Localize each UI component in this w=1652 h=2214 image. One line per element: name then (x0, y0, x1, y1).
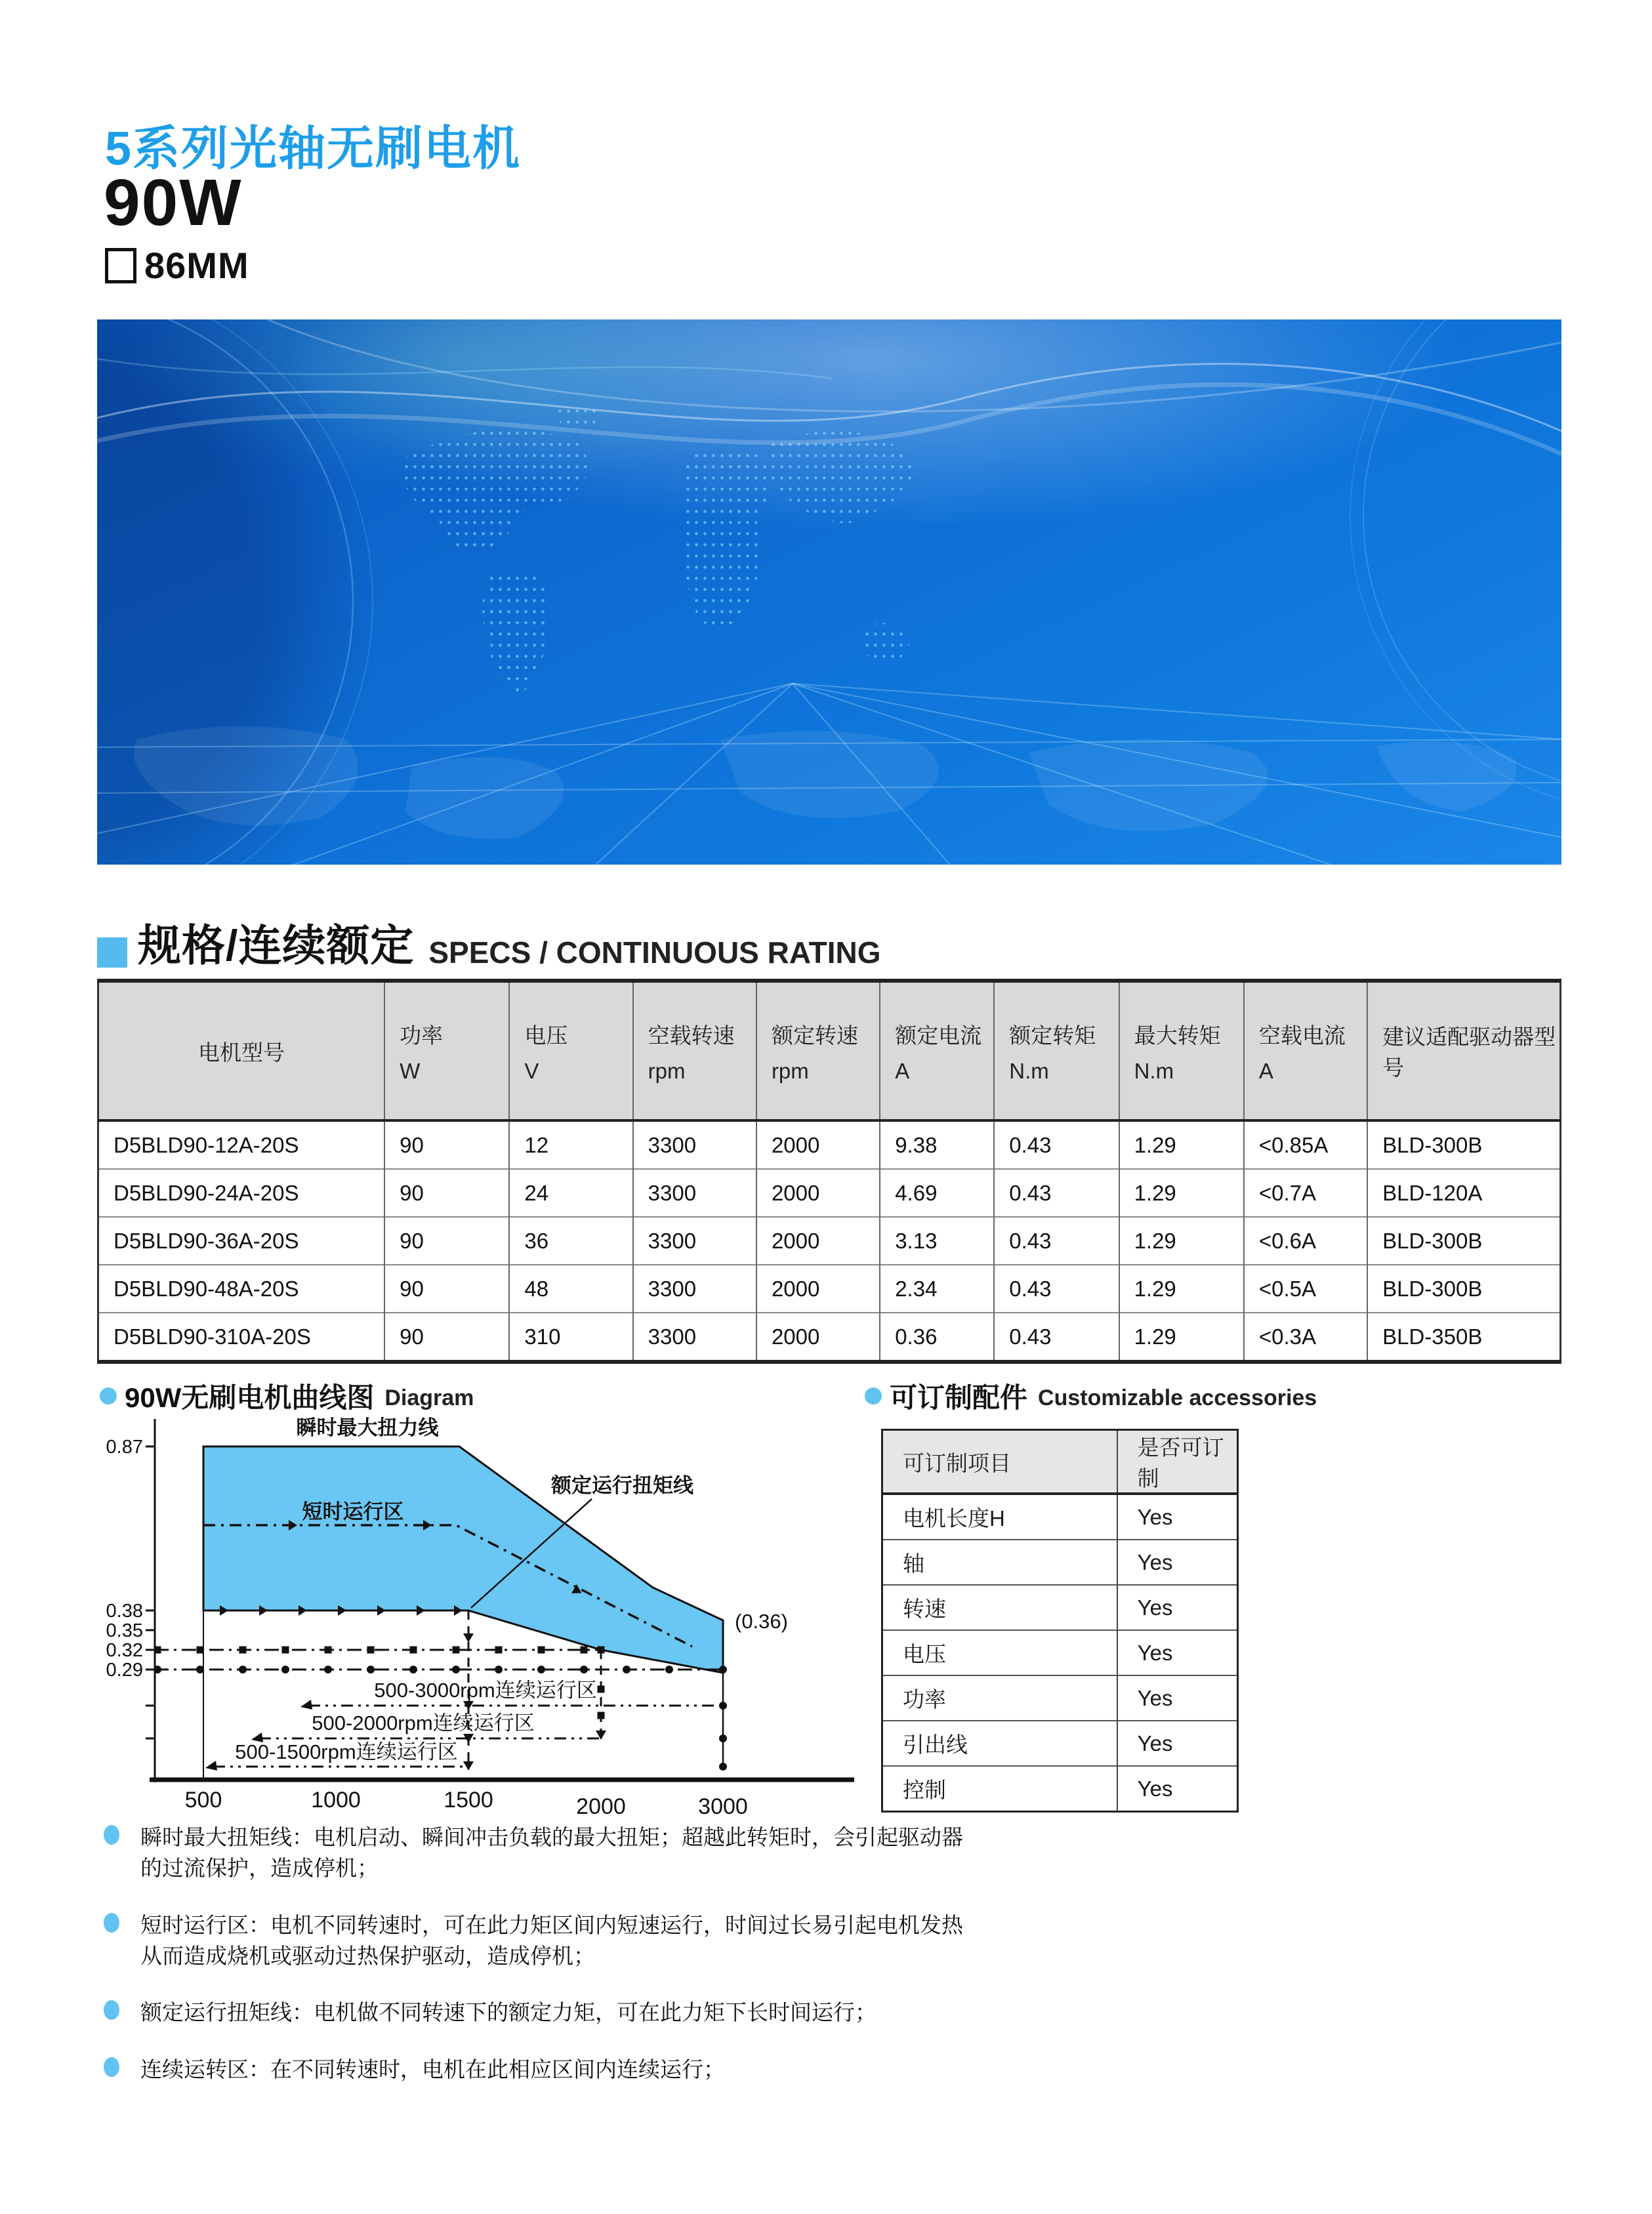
column-header: 是否可订制 (1117, 1430, 1238, 1494)
column-header: 空载电流 A (1244, 981, 1367, 1120)
svg-text:0.29: 0.29 (106, 1660, 143, 1681)
footnote-text: 瞬时最大扭矩线：电机启动、瞬间冲击负载的最大扭矩；超越此转矩时，会引起驱动器的过流保护，造成停机； (140, 1825, 963, 1880)
table-cell: 1.29 (1119, 1217, 1244, 1265)
table-cell: Yes (1117, 1540, 1238, 1585)
table-cell: 2000 (756, 1217, 880, 1265)
table-row (98, 1217, 1561, 1265)
table-cell: 3300 (633, 1217, 756, 1265)
table-cell: D5BLD90-24A-20S (98, 1169, 385, 1217)
table-cell: <0.5A (1244, 1265, 1367, 1313)
bullet-dot-icon (104, 1825, 119, 1845)
table-cell: D5BLD90-310A-20S (98, 1313, 385, 1362)
table-cell: 控制 (882, 1766, 1117, 1812)
table-cell: Yes (1117, 1585, 1238, 1630)
svg-text:2000: 2000 (576, 1794, 626, 1819)
table-row (882, 1494, 1238, 1540)
table-cell: Yes (1117, 1766, 1238, 1812)
table-cell: BLD-300B (1367, 1120, 1560, 1169)
short-zone-label: 短时运行区 (302, 1500, 404, 1523)
frame-size-label: 86MM (144, 245, 249, 286)
table-cell: 1.29 (1119, 1169, 1244, 1217)
column-header: 额定转速 rpm (756, 981, 880, 1120)
column-header: 额定转矩 N.m (994, 981, 1119, 1120)
table-cell: 2000 (756, 1265, 880, 1313)
footnotes (104, 1822, 983, 2112)
footnote-text: 短时运行区：电机不同转速时，可在此力矩区间内短速运行，时间过长易引起电机发热从而造成烧机或驱动过热保护驱动，造成停机； (140, 1912, 963, 1968)
square-frame-icon (105, 248, 136, 283)
accessories-section-heading (865, 1376, 1317, 1416)
table-row (882, 1630, 1238, 1675)
table-cell: 0.36 (880, 1313, 994, 1362)
table-cell: 0.43 (994, 1120, 1119, 1169)
svg-text:0.35: 0.35 (106, 1620, 143, 1641)
table-cell: 电压 (882, 1630, 1117, 1675)
footnote-item (104, 2055, 983, 2085)
svg-text:500-1500rpm连续运行区: 500-1500rpm连续运行区 (235, 1740, 458, 1763)
table-header-row (98, 981, 1561, 1120)
table-cell: 0.43 (994, 1169, 1119, 1217)
continuous-zone-labels (235, 1679, 596, 1763)
table-cell: 24 (509, 1169, 632, 1217)
table-cell: <0.85A (1244, 1120, 1367, 1169)
table-cell: 1.29 (1119, 1265, 1244, 1313)
svg-text:0.38: 0.38 (106, 1601, 143, 1622)
instant-max-label: 瞬时最大扭力线 (296, 1416, 439, 1439)
table-cell: BLD-350B (1367, 1313, 1560, 1362)
column-header: 额定电流 A (880, 981, 994, 1120)
table-cell: 引出线 (882, 1721, 1117, 1766)
footnote-text: 连续运转区：在不同转速时，电机在此相应区间内连续运行； (140, 2057, 725, 2082)
table-cell: 0.43 (994, 1217, 1119, 1265)
table-cell: Yes (1117, 1675, 1238, 1721)
table-cell: 转速 (882, 1585, 1117, 1630)
table-cell: 90 (384, 1169, 509, 1217)
footnote-item (104, 1822, 983, 1884)
table-cell: 0.43 (994, 1265, 1119, 1313)
svg-text:500-2000rpm连续运行区: 500-2000rpm连续运行区 (312, 1712, 535, 1734)
footnote-item (104, 1998, 983, 2028)
column-header: 电机型号 (98, 981, 385, 1120)
torque-curve-chart (92, 1407, 866, 1827)
bullet-dot-icon (100, 1387, 117, 1404)
column-header: 建议适配驱动器型号 (1367, 981, 1560, 1120)
table-cell: 3.13 (880, 1217, 994, 1265)
table-cell: 3300 (633, 1313, 756, 1362)
table-cell: 0.43 (994, 1313, 1119, 1362)
table-cell: D5BLD90-12A-20S (98, 1120, 385, 1169)
x-tick-labels (185, 1788, 748, 1819)
table-row (882, 1766, 1238, 1812)
section-square-icon (97, 937, 127, 968)
table-cell: 2.34 (880, 1265, 994, 1313)
table-cell: 1.29 (1119, 1120, 1244, 1169)
table-cell: 3300 (633, 1265, 756, 1313)
accessories-title-en: Customizable accessories (1038, 1385, 1317, 1410)
specs-section-heading (97, 911, 881, 973)
table-cell: BLD-120A (1367, 1169, 1560, 1217)
svg-text:1000: 1000 (311, 1788, 361, 1813)
table-cell: D5BLD90-36A-20S (98, 1217, 385, 1265)
table-cell: Yes (1117, 1630, 1238, 1675)
y-tick-labels (106, 1437, 143, 1681)
svg-text:0.32: 0.32 (106, 1640, 143, 1661)
table-cell: 90 (384, 1120, 509, 1169)
column-header: 最大转矩 N.m (1119, 981, 1244, 1120)
footnote-item (104, 1910, 983, 1972)
table-cell: 12 (509, 1120, 632, 1169)
table-cell: 3300 (633, 1169, 756, 1217)
table-header-row (882, 1430, 1238, 1494)
line-032 (154, 1647, 605, 1654)
column-header: 功率 W (384, 981, 509, 1120)
diagram-title-cn: 90W无刷电机曲线图 (125, 1382, 375, 1413)
table-cell: 3300 (633, 1120, 756, 1169)
table-cell: 2000 (756, 1120, 880, 1169)
right-value-annotation: (0.36) (735, 1610, 788, 1633)
banner-image (97, 319, 1561, 865)
table-cell: 功率 (882, 1675, 1117, 1721)
table-cell: BLD-300B (1367, 1265, 1560, 1313)
table-row (98, 1169, 1561, 1217)
table-cell: 36 (509, 1217, 632, 1265)
accessories-table (881, 1429, 1239, 1813)
specs-table (97, 979, 1561, 1364)
svg-text:500-3000rpm连续运行区: 500-3000rpm连续运行区 (374, 1679, 597, 1702)
specs-heading-en: SPECS / CONTINUOUS RATING (428, 935, 881, 970)
specs-heading-cn: 规格/连续额定 (138, 921, 415, 970)
table-cell: Yes (1117, 1494, 1238, 1540)
banner-decor (97, 319, 1561, 865)
table-cell: 90 (384, 1313, 509, 1362)
table-cell: 1.29 (1119, 1313, 1244, 1362)
frame-size-row (105, 244, 249, 287)
table-cell: 310 (509, 1313, 632, 1362)
table-cell: 90 (384, 1265, 509, 1313)
bullet-dot-icon (104, 2000, 119, 2020)
table-cell: <0.3A (1244, 1313, 1367, 1362)
rated-line-label: 额定运行扭矩线 (551, 1474, 693, 1497)
svg-text:1500: 1500 (444, 1788, 493, 1813)
bullet-dot-icon (104, 2057, 119, 2077)
table-cell: D5BLD90-48A-20S (98, 1265, 385, 1313)
accessories-title-cn: 可订制配件 (890, 1382, 1028, 1413)
table-cell: Yes (1117, 1721, 1238, 1766)
table-cell: 48 (509, 1265, 632, 1313)
table-row (882, 1540, 1238, 1585)
table-row (98, 1265, 1561, 1313)
column-header: 电压 V (509, 981, 632, 1120)
table-cell: BLD-300B (1367, 1217, 1560, 1265)
page-title: 5系列光轴无刷电机 (105, 123, 522, 175)
table-cell: <0.7A (1244, 1169, 1367, 1217)
y-ticks (146, 1446, 155, 1738)
table-row (882, 1675, 1238, 1721)
bullet-dot-icon (865, 1387, 882, 1404)
table-cell: 2000 (756, 1313, 880, 1362)
svg-text:500: 500 (184, 1788, 222, 1813)
table-row (882, 1585, 1238, 1630)
table-row (882, 1721, 1238, 1766)
table-cell: 2000 (756, 1169, 880, 1217)
table-row (98, 1120, 1561, 1169)
table-cell: <0.6A (1244, 1217, 1367, 1265)
column-header: 可订制项目 (882, 1430, 1117, 1494)
power-rating: 90W (104, 166, 243, 239)
line-029 (154, 1666, 727, 1673)
footnote-text: 额定运行扭矩线：电机做不同转速下的额定力矩，可在此力矩下长时间运行； (140, 2000, 877, 2025)
diagram-title-en: Diagram (384, 1385, 474, 1410)
bullet-dot-icon (104, 1913, 119, 1933)
table-cell: 9.38 (880, 1120, 994, 1169)
table-cell: 4.69 (880, 1169, 994, 1217)
column-header: 空载转速 rpm (633, 981, 756, 1120)
table-cell: 电机长度H (882, 1494, 1117, 1540)
svg-text:3000: 3000 (698, 1794, 748, 1819)
svg-text:0.87: 0.87 (106, 1437, 143, 1458)
table-cell: 90 (384, 1217, 509, 1265)
table-cell: 轴 (882, 1540, 1117, 1585)
table-row (98, 1313, 1561, 1362)
